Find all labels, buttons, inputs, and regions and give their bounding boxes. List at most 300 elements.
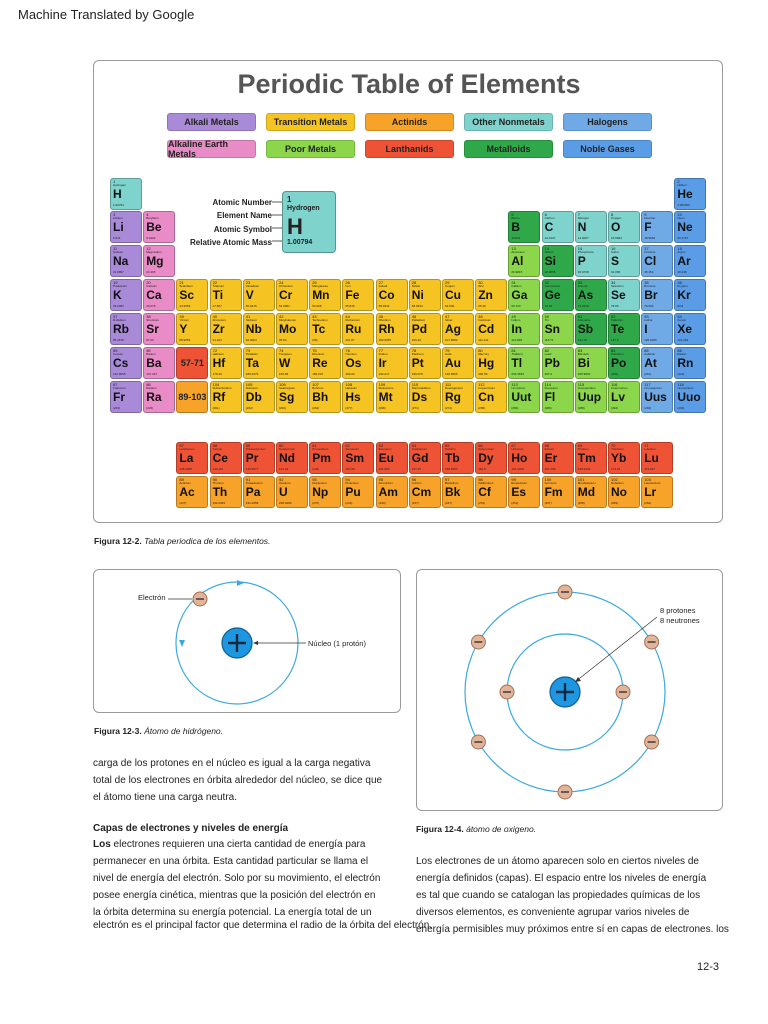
element-sym: Lr — [644, 485, 657, 499]
element-nm: Ununtrium — [511, 386, 526, 390]
element-num: 92 — [279, 477, 284, 482]
element-nm: Xenon — [677, 318, 687, 322]
element-ms: (264) — [312, 406, 320, 410]
element-nm: Francium — [113, 386, 126, 390]
element-dy — [475, 442, 507, 474]
element-ms: 39.0983 — [113, 304, 124, 308]
element-rb — [110, 313, 142, 345]
element-nm: Krypton — [677, 284, 688, 288]
element-sym: Tc — [312, 322, 326, 336]
periodic-table-figure — [93, 60, 723, 523]
element-num: 96 — [411, 477, 417, 482]
element-ms: (271) — [411, 406, 419, 410]
element-ms: 131.293 — [677, 338, 689, 342]
element-ms: 65.39 — [478, 304, 486, 308]
legend-alkali-metals: Alkali Metals — [167, 113, 256, 131]
element-nm: Cobalt — [378, 284, 388, 288]
element-ms: 200.59 — [478, 372, 488, 376]
element-nm: Neptunium — [312, 481, 327, 485]
element-li — [110, 211, 142, 243]
element-eu — [376, 442, 408, 474]
element-k — [110, 279, 142, 311]
element-ms: 83.8 — [677, 304, 684, 308]
text-line: Los electrones requieren una cierta cantidad de energía para — [93, 839, 366, 850]
element-nm: Hydrogen — [113, 183, 127, 187]
element-num: 90 — [212, 477, 218, 482]
element-num: 20 — [146, 280, 151, 285]
element-ms: (266) — [279, 406, 287, 410]
element-nm: Copper — [445, 284, 455, 288]
element-fr — [110, 381, 142, 413]
element-ms: 167.259 — [544, 467, 556, 471]
element-ms: (288) — [577, 406, 585, 410]
element-sym: Sg — [279, 390, 295, 404]
element-w — [276, 347, 308, 379]
element-nm: Thallium — [511, 352, 523, 356]
element-in — [508, 313, 540, 345]
text-line: nivel de energía del electrón. Solo por su movimiento, el electrón — [93, 873, 381, 884]
element-nm: Mendelevium — [577, 481, 596, 485]
element-la — [176, 442, 208, 474]
element-np — [309, 476, 341, 508]
element-sym: I — [644, 322, 648, 336]
element-sym: F — [644, 220, 652, 234]
element-num: 53 — [644, 314, 649, 319]
element-bk — [442, 476, 474, 508]
element-i — [641, 313, 673, 345]
element-po — [608, 347, 640, 379]
element-sym: S — [611, 254, 620, 268]
element-sym: Gd — [411, 451, 429, 465]
element-fl — [542, 381, 574, 413]
electron — [558, 785, 572, 799]
element-sym: Sr — [146, 322, 159, 336]
element-nm: Thorium — [212, 481, 224, 485]
element-ms: (237) — [312, 501, 320, 505]
element-ms: 58.9332 — [378, 304, 390, 308]
element-num: 34 — [611, 280, 616, 285]
element-num: 52 — [611, 314, 616, 319]
element-sym: He — [677, 187, 693, 201]
element-sym: V — [245, 288, 254, 302]
element-nm: Palladium — [411, 318, 425, 322]
element-sym: W — [279, 356, 291, 370]
electron — [471, 635, 485, 649]
element-sym: Cs — [113, 356, 129, 370]
element-sym: Mg — [146, 254, 164, 268]
key-name: Hydrogen — [287, 205, 320, 212]
element-b — [508, 211, 540, 243]
element-kr — [674, 279, 706, 311]
element-ni — [409, 279, 441, 311]
element-num: 69 — [577, 443, 583, 448]
element-ms: (251) — [478, 501, 486, 505]
element-num: 42 — [279, 314, 284, 319]
element-co — [376, 279, 408, 311]
element-ms: 238.0289 — [279, 501, 292, 505]
element-ms: 162.5 — [478, 467, 486, 471]
element-ne — [674, 211, 706, 243]
caption-label: Figura 12-2. — [94, 536, 142, 546]
element-range-57-71 — [176, 347, 208, 379]
element-sym: Te — [611, 322, 625, 336]
element-nm: Copernicium — [478, 386, 496, 390]
element-sym: Pa — [245, 485, 261, 499]
element-ru — [342, 313, 374, 345]
element-ms: (277) — [345, 406, 353, 410]
element-nm: Cadmium — [478, 318, 492, 322]
element-nm: Rutherfordium — [212, 386, 232, 390]
element-pu — [342, 476, 374, 508]
element-num: 3 — [113, 212, 116, 217]
element-sym: Rn — [677, 356, 694, 370]
element-sym: Li — [113, 220, 124, 234]
electron — [471, 735, 485, 749]
key-symbol: H — [287, 214, 303, 239]
element-nm: Radium — [146, 386, 157, 390]
element-ms: 140.9077 — [245, 467, 259, 471]
element-sym: Al — [511, 254, 524, 268]
element-nm: Meitnerium — [378, 386, 394, 390]
element-lr — [641, 476, 673, 508]
element-lu — [641, 442, 673, 474]
electron — [558, 585, 572, 599]
element-nm: Tellurium — [611, 318, 624, 322]
element-ms: (222) — [677, 372, 685, 376]
element-pa — [243, 476, 275, 508]
element-num: 19 — [113, 280, 118, 285]
element-nm: Neodymium — [279, 447, 296, 451]
element-nm: Yttrium — [179, 318, 189, 322]
element-sym: Hg — [478, 356, 495, 370]
element-sym: Am — [378, 485, 398, 499]
element-na — [110, 245, 142, 277]
element-nm: Actinium — [179, 481, 191, 485]
element-nm: Hafnium — [212, 352, 224, 356]
element-num: 25 — [312, 280, 317, 285]
element-nm: Erbium — [544, 447, 555, 451]
element-num: 113 — [511, 382, 518, 387]
element-sym: Ho — [511, 451, 528, 465]
element-num: 16 — [611, 246, 616, 251]
element-nm: Magnesium — [146, 250, 162, 254]
element-ms: 55.845 — [345, 304, 355, 308]
element-sym: Na — [113, 254, 129, 268]
element-ms: 47.867 — [212, 304, 222, 308]
element-num: 72 — [212, 348, 218, 353]
element-nm: Gadolinium — [411, 447, 427, 451]
element-nm: Antimony — [577, 318, 591, 322]
element-num: 39 — [179, 314, 184, 319]
electron — [645, 635, 659, 649]
element-nm: Astatine — [644, 352, 656, 356]
element-nm: Nitrogen — [577, 216, 590, 220]
element-num: 114 — [544, 382, 551, 387]
element-nm: Ununseptium — [644, 386, 662, 390]
element-num: 99 — [511, 477, 516, 482]
element-num: 101 — [577, 477, 585, 482]
element-num: 88 — [146, 382, 151, 387]
element-as — [575, 279, 607, 311]
element-sym: Zr — [212, 322, 225, 336]
element-lv — [608, 381, 640, 413]
element-ms: 50.9415 — [245, 304, 257, 308]
element-sym: Dy — [478, 451, 494, 465]
element-ms: 85.4678 — [113, 338, 124, 342]
element-num: 109 — [378, 382, 386, 387]
element-nm: Cerium — [212, 447, 223, 451]
element-sym: Kr — [677, 288, 691, 302]
element-num: 103 — [644, 477, 651, 482]
element-nm: Einsteinium — [511, 481, 527, 485]
element-ms: 15.9994 — [611, 236, 622, 240]
element-nm: Selenium — [611, 284, 624, 288]
element-sym: Pr — [245, 451, 259, 465]
element-ms: 127.6 — [611, 338, 619, 342]
element-uuo — [674, 381, 706, 413]
element-num: 47 — [445, 314, 450, 319]
element-al — [508, 245, 540, 277]
element-sym: U — [279, 485, 288, 499]
element-tl — [508, 347, 540, 379]
element-ir — [376, 347, 408, 379]
element-ms: 196.9665 — [445, 372, 458, 376]
element-ms: 79.904 — [644, 304, 654, 308]
element-ms: (252) — [511, 501, 519, 505]
element-ms: 174.967 — [644, 467, 656, 471]
element-sym: Tl — [511, 356, 523, 370]
element-ge — [542, 279, 574, 311]
legend-noble-gases: Noble Gases — [563, 140, 652, 158]
element-sym: Uuo — [677, 390, 701, 404]
element-sym: Uus — [644, 390, 667, 404]
element-sym: Lv — [611, 390, 626, 404]
element-num: 2 — [677, 179, 680, 184]
element-sym: Se — [611, 288, 626, 302]
element-ms: 40.078 — [146, 304, 156, 308]
element-nm: Protactinium — [245, 481, 263, 485]
element-sym: Mo — [279, 322, 297, 336]
element-ms: 204.3833 — [511, 372, 524, 376]
element-ms: (284) — [511, 406, 519, 410]
element-ms: (226) — [146, 406, 154, 410]
element-num: 24 — [279, 280, 284, 285]
element-num: 15 — [577, 246, 583, 251]
element-num: 54 — [677, 314, 682, 319]
legend-transition-metals: Transition Metals — [266, 113, 355, 131]
element-num: 45 — [378, 314, 384, 319]
element-sym: Zn — [478, 288, 493, 302]
element-ms: 26.9815 — [511, 270, 523, 274]
element-num: 78 — [411, 348, 417, 353]
element-sym: Sn — [544, 322, 560, 336]
text-line: energía definidos (capas). El espacio entre los niveles de energía — [416, 873, 707, 884]
element-nm: Livermorium — [611, 386, 628, 390]
element-num: 28 — [411, 280, 417, 285]
element-sym: Pb — [544, 356, 560, 370]
element-num: 115 — [577, 382, 585, 387]
element-num: 29 — [445, 280, 450, 285]
element-ms: 18.9984 — [644, 236, 656, 240]
element-bh — [309, 381, 341, 413]
periodic-table-title: Periodic Table of Elements — [237, 69, 581, 99]
hydrogen-atom-figure — [93, 569, 401, 713]
element-num: 118 — [677, 382, 684, 387]
element-te — [608, 313, 640, 345]
element-ms: (227) — [179, 501, 187, 505]
element-ms: 168.9342 — [577, 467, 591, 471]
caption-text: Tabla periodica de los elementos. — [144, 536, 271, 546]
element-ar — [674, 245, 706, 277]
element-num: 46 — [411, 314, 417, 319]
element-num: 75 — [312, 348, 317, 353]
element-ms: (145) — [312, 467, 320, 471]
element-ms: 208.9804 — [577, 372, 591, 376]
element-ms: 132.9055 — [113, 372, 126, 376]
element-ms: 164.9303 — [511, 467, 524, 471]
element-nm: Uranium — [279, 481, 291, 485]
element-sym: Bi — [577, 356, 590, 370]
key-number: 1 — [287, 195, 292, 204]
element-num: 100 — [544, 477, 552, 482]
element-num: 94 — [345, 477, 350, 482]
element-num: 31 — [511, 280, 516, 285]
element-num: 85 — [644, 348, 649, 353]
element-range-89-103 — [176, 381, 208, 413]
element-nm: Ununpentium — [577, 386, 596, 390]
element-ms: 69.723 — [511, 304, 521, 308]
element-sym: Cu — [445, 288, 461, 302]
element-er — [542, 442, 574, 474]
element-ms: 44.9559 — [179, 304, 191, 308]
element-nm: Americium — [378, 481, 393, 485]
element-ms: 91.224 — [212, 338, 222, 342]
element-num: 110 — [411, 382, 419, 387]
element-num: 56 — [146, 348, 151, 353]
key-mass-label: Relative Atomic Mass — [190, 238, 272, 247]
element-sym: Es — [511, 485, 527, 499]
element-ms: 186.207 — [312, 372, 324, 376]
element-nm: Polonium — [611, 352, 624, 356]
element-num: 36 — [677, 280, 682, 285]
element-nm: Nickel — [411, 284, 420, 288]
range-label: 57-71 — [180, 358, 204, 368]
element-num: 106 — [279, 382, 286, 387]
text-line: electrón es el principal factor que determina el radio de la órbita del electrón. — [93, 920, 433, 931]
element-nm: Mercury — [478, 352, 490, 356]
element-num: 17 — [644, 246, 649, 251]
element-sym: Re — [312, 356, 328, 370]
element-ms: 6.941 — [113, 236, 121, 240]
element-he — [674, 178, 706, 210]
element-nm: Chlorine — [644, 250, 656, 254]
element-br — [641, 279, 673, 311]
element-ms: 10.811 — [511, 236, 521, 240]
element-num: 81 — [511, 348, 516, 353]
element-num: 13 — [511, 246, 516, 251]
element-sym: Db — [245, 390, 262, 404]
element-nm: Hassium — [345, 386, 358, 390]
element-num: 66 — [478, 443, 483, 448]
element-mo — [276, 313, 308, 345]
element-nm: Lanthanum — [179, 447, 195, 451]
element-sym: Br — [644, 288, 658, 302]
element-num: 21 — [179, 280, 184, 285]
element-ms: 207.2 — [544, 372, 553, 376]
element-sym: Au — [445, 356, 461, 370]
element-ms: 24.305 — [146, 270, 156, 274]
nucleus-leader-line — [575, 617, 657, 682]
element-ag — [442, 313, 474, 345]
element-cu — [442, 279, 474, 311]
element-num: 6 — [544, 212, 547, 217]
page-number: 12-3 — [697, 961, 720, 973]
element-nm: Gold — [445, 352, 452, 356]
key-atomic-symbol-label: Atomic Symbol — [213, 225, 272, 234]
nucleus — [222, 628, 252, 658]
caption-text: átomo de oxigeno. — [466, 824, 537, 834]
element-nm: Potassium — [113, 284, 128, 288]
element-yb — [608, 442, 640, 474]
element-h — [110, 178, 142, 210]
element-nm: Curium — [411, 481, 422, 485]
element-sym: Yb — [611, 451, 627, 465]
caption-text: Átomo de hidrógeno. — [144, 726, 224, 736]
element-nm: Plutonium — [345, 481, 359, 485]
element-nm: Praseodymium — [245, 447, 266, 451]
element-cf — [475, 476, 507, 508]
element-num: 11 — [113, 246, 118, 251]
element-sym: Np — [312, 485, 329, 499]
element-sym: Pd — [411, 322, 428, 336]
caption-label: Figura 12-4. — [416, 824, 464, 834]
element-sym: Sm — [345, 451, 365, 465]
text-line: es tal que cuando se catalogan las propiedades químicas de los — [416, 890, 701, 901]
element-os — [342, 347, 374, 379]
element-num: 65 — [445, 443, 450, 448]
element-sym: Er — [544, 451, 558, 465]
element-sym: Rb — [113, 322, 129, 336]
element-num: 7 — [577, 212, 581, 217]
element-ms: (292) — [611, 406, 619, 410]
element-uut — [508, 381, 540, 413]
element-nm: Gallium — [511, 284, 522, 288]
element-ms: 14.0067 — [577, 236, 589, 240]
element-ms: 144.24 — [279, 467, 289, 471]
element-v — [243, 279, 275, 311]
element-sym: H — [113, 187, 122, 201]
element-num: 5 — [511, 212, 514, 217]
element-nm: Bismuth — [577, 352, 589, 356]
legend-poor-metals: Poor Metals — [266, 140, 355, 158]
element-sym: Ce — [212, 451, 228, 465]
element-nm: Fluorine — [644, 216, 656, 220]
element-num: 57 — [179, 443, 184, 448]
element-ms: (98) — [312, 338, 318, 342]
text-line: permanecer en una órbita. Esta cantidad particular se llama el — [93, 856, 369, 867]
element-sym: Mt — [378, 390, 393, 404]
element-sym: Th — [212, 485, 228, 499]
element-nm: Ununoctium — [677, 386, 694, 390]
element-ms: 180.9479 — [245, 372, 259, 376]
element-uup — [575, 381, 607, 413]
element-ms: 78.96 — [611, 304, 619, 308]
element-tc — [309, 313, 341, 345]
element-sym: Fe — [345, 288, 360, 302]
element-sym: Hs — [345, 390, 361, 404]
element-sym: Ne — [677, 220, 693, 234]
element-hs — [342, 381, 374, 413]
